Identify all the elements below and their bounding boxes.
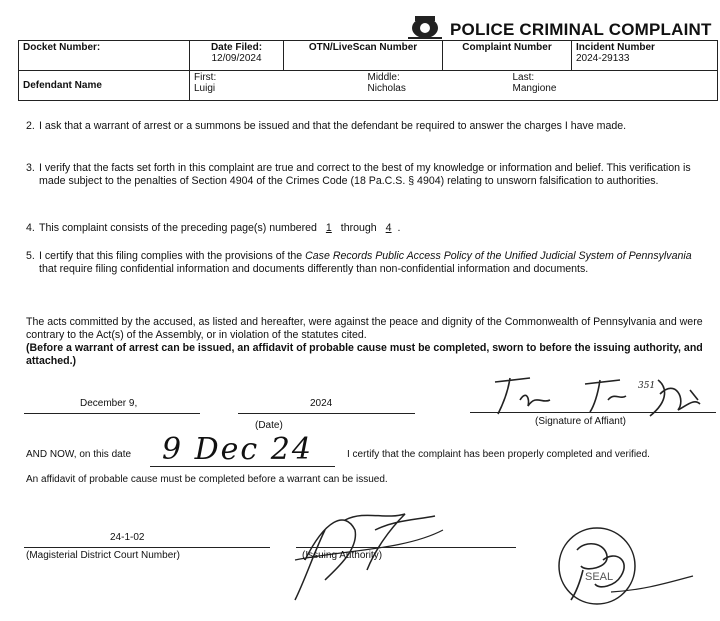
paragraph-5: 5. I certify that this filing complies with the provisions of the Case Records Public Access Policy of the Unified Judicial System of Pennsylvania that require filing confidential information and documents differently than non-confidential information and documents. [26,250,692,275]
docket-label: Docket Number: [23,42,101,53]
affidavit-note: An affidavit of probable cause must be completed before a warrant can be issued. [26,474,388,485]
date-filed-label: Date Filed: [210,42,263,53]
page-title: POLICE CRIMINAL COMPLAINT [450,20,712,39]
last-value: Mangione [512,83,557,94]
defendant-cell [19,71,190,101]
date-filed-value: 12/09/2024 [211,53,262,64]
page-from: 1 [325,222,332,234]
middle-value: Nicholas [367,83,406,94]
defendant-label: Defendant Name [23,80,102,91]
otn-cell [284,41,443,71]
and-now-text: AND NOW, on this date [26,449,132,460]
complaint-label: Complaint Number [462,42,552,53]
seal-text: SEAL [585,571,614,583]
affiant-badge-number: 351 [638,381,656,391]
incident-value: 2024-29133 [576,53,630,64]
complaint-header-table [18,40,718,101]
date-label: (Date) [255,420,283,431]
date-year: 2024 [310,398,333,409]
paragraph-2: 2. I ask that a warrant of arrest or a summons be issued and that the defendant be required to answer the charges I have made. [26,120,627,132]
middle-last-cell [367,71,718,101]
acts-statement: The acts committed by the accused, as listed and hereafter, were against the peace and dignity of the Commonwealth of Pennsylvania and were contrary to the Act(s) of the Assembly, or in violation of the statutes cited. (Before a warrant of arrest can be issued, an affidavit of probable cause must be completed, sworn to before the issuing authority, and attached.) [26,316,711,368]
paragraph-3: 3. I verify that the facts set forth in this complaint are true and correct to the best of my knowledge or information and belief. This verification is made subject to the penalties of Section 4904 of the Crimes Code (18 Pa.C.S. § 4904) relating to unsworn falsification to authorities. [26,162,691,187]
page-to: 4 [385,222,392,234]
incident-cell [572,41,718,71]
handwritten-date: 9 Dec 24 [162,432,313,467]
first-label: First: [194,72,217,83]
last-label: Last: [512,72,535,83]
docket-cell [19,41,190,71]
court-number: 24-1-02 [110,532,145,543]
court-seal-stamp [555,520,695,612]
pennsylvania-seal-icon [406,13,444,41]
otn-label: OTN/LiveScan Number [308,42,418,53]
complaint-cell [443,41,572,71]
issuing-authority-label: (Issuing Authority) [302,550,383,561]
middle-label: Middle: [367,72,400,83]
certify-text: I certify that the complaint has been properly completed and verified. [347,449,650,460]
incident-label: Incident Number [576,42,655,53]
affiant-label: (Signature of Affiant) [535,416,626,427]
paragraph-4: 4. This complaint consists of the preceding page(s) numbered 1 through 4 . [26,222,401,234]
date-filed-cell [190,41,284,71]
first-value: Luigi [194,83,216,94]
date-month-day: December 9, [80,398,138,409]
court-number-label: (Magisterial District Court Number) [26,550,180,561]
affidavit-requirement: (Before a warrant of arrest can be issued, an affidavit of probable cause must be completed, sworn to before the issuing authority, and attached.) [26,342,703,367]
